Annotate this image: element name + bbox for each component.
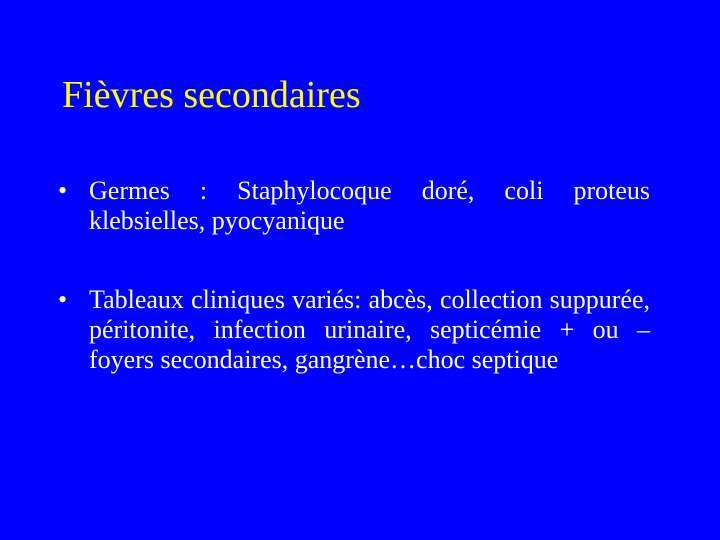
bullet-text: Tableaux cliniques variés: abcès, collection suppurée, péritonite, infection urinaire, septicémie + ou – foyers secondaires, gangrène…choc septique (89, 285, 650, 374)
bullet-list (58, 176, 650, 375)
bullet-text: Germes : Staphylocoque doré, coli proteus klebsielles, pyocyanique (89, 176, 650, 235)
bullet-item-germes (58, 176, 650, 236)
slide-title: Fièvres secondaires (62, 74, 361, 116)
bullet-marker: • (58, 285, 68, 314)
bullet-marker: • (58, 176, 68, 205)
bullet-item-tableaux (58, 285, 650, 375)
